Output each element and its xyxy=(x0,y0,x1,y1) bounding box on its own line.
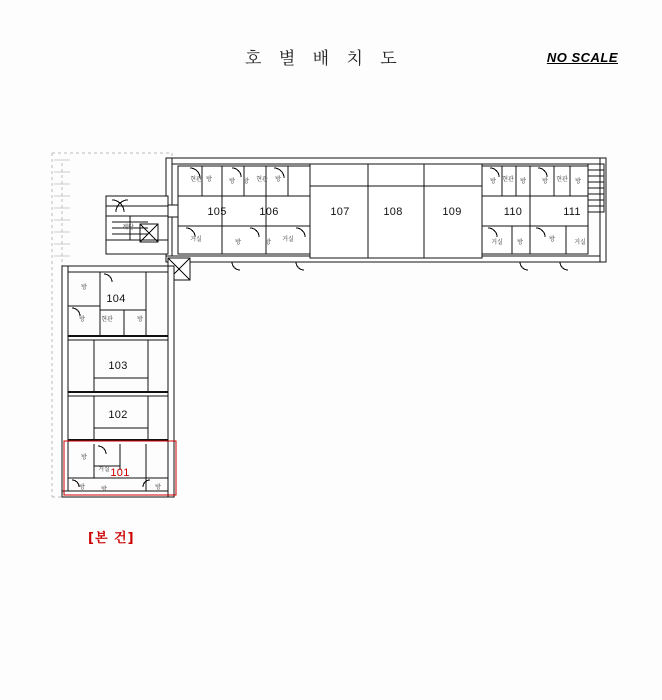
room-label-107: 107 xyxy=(330,206,350,218)
annotation-text: 현관 xyxy=(101,315,113,323)
room-label-104: 104 xyxy=(106,293,126,305)
room-label-109: 109 xyxy=(442,206,462,218)
annotation-text: 거실 xyxy=(491,238,503,246)
annotation-text: 방 xyxy=(490,177,496,185)
annotation-text: 방 xyxy=(155,483,161,491)
annotation-text: 계단 xyxy=(122,223,134,231)
annotation-text: 거실 xyxy=(282,235,294,243)
annotation-text: 현관 xyxy=(502,175,514,183)
annotation-text: 방 xyxy=(101,485,107,493)
room-label-110: 110 xyxy=(503,206,523,218)
annotation-text: 방 xyxy=(243,177,249,185)
room-label-105: 105 xyxy=(207,206,227,218)
annotation-text: 거실 xyxy=(574,238,586,246)
room-label-111: 111 xyxy=(563,206,581,218)
room-label-106: 106 xyxy=(259,206,279,218)
annotation-text: 방 xyxy=(235,238,241,246)
annotation-text: 거실 xyxy=(190,235,202,243)
annotation-text: 방 xyxy=(265,238,271,246)
room-label-101: 101 xyxy=(110,467,130,479)
annotation-text: 방 xyxy=(81,453,87,461)
annotation-text: 방 xyxy=(137,315,143,323)
annotation-text: 현관 xyxy=(556,175,568,183)
annotation-text: 방 xyxy=(517,238,523,246)
room-label-103: 103 xyxy=(108,360,128,372)
annotation-text: 방 xyxy=(275,175,281,183)
room-label-102: 102 xyxy=(108,409,128,421)
annotation-text: 방 xyxy=(542,177,548,185)
annotation-text: 방 xyxy=(549,235,555,243)
annotation-text: 거실 xyxy=(98,465,110,473)
annotation-text: 방 xyxy=(81,283,87,291)
page-title: 호 별 배 치 도 xyxy=(245,49,403,69)
annotation-text: 방 xyxy=(575,177,581,185)
annotation-text: 현관 xyxy=(190,175,202,183)
scale-note: NO SCALE xyxy=(546,50,618,65)
annotation-text: 방 xyxy=(520,177,526,185)
annotation-text: 방 xyxy=(79,483,85,491)
annotation-text: 방 xyxy=(79,315,85,323)
room-label-108: 108 xyxy=(383,206,403,218)
annotation-text: 방 xyxy=(206,175,212,183)
subject-property-tag: [본 건] xyxy=(88,531,135,546)
annotation-text: 현관 xyxy=(256,175,268,183)
annotation-text: 방 xyxy=(229,177,235,185)
